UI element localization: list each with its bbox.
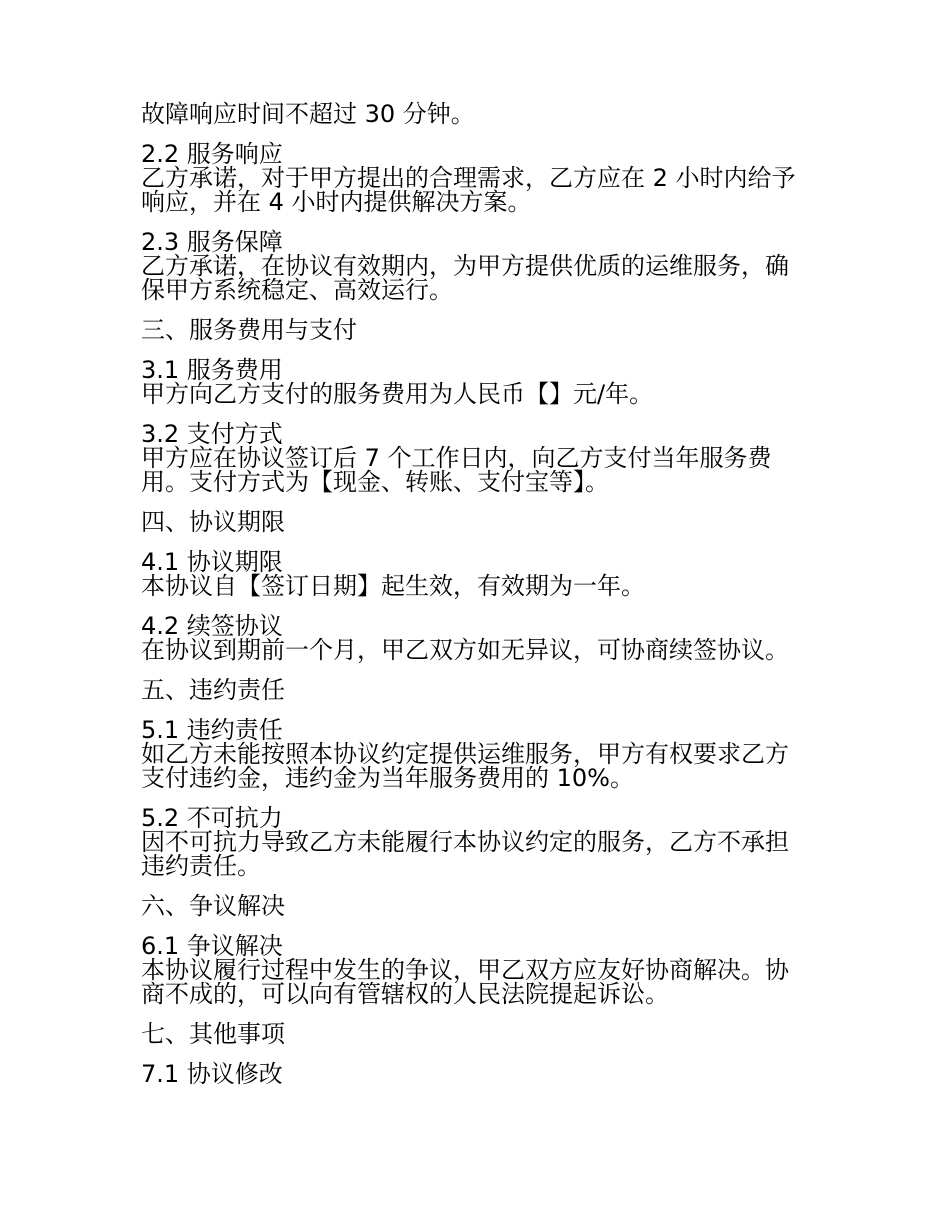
paragraph-line: 保甲方系统稳定、高效运行。 <box>141 276 453 304</box>
chapter-heading: 四、协议期限 <box>141 508 285 536</box>
paragraph-line: 如乙方未能按照本协议约定提供运维服务，甲方有权要求乙方 <box>141 740 789 768</box>
paragraph-line: 甲方向乙方支付的服务费用为人民币【】元/年。 <box>141 380 654 408</box>
chapter-heading: 七、其他事项 <box>141 1020 285 1048</box>
document-body <box>141 102 821 1086</box>
section-title: 2.3 服务保障 <box>141 228 283 256</box>
intro-paragraph: 故障响应时间不超过 30 分钟。 <box>141 100 475 128</box>
paragraph-line: 因不可抗力导致乙方未能履行本协议约定的服务，乙方不承担 <box>141 828 789 856</box>
section-title: 5.1 违约责任 <box>141 716 283 744</box>
paragraph-line: 在协议到期前一个月，甲乙双方如无异议，可协商续签协议。 <box>141 636 789 664</box>
paragraph-line: 支付违约金，违约金为当年服务费用的 10%。 <box>141 764 634 792</box>
section-title: 7.1 协议修改 <box>141 1060 283 1088</box>
chapter-heading: 三、服务费用与支付 <box>141 316 357 344</box>
section-title: 2.2 服务响应 <box>141 140 283 168</box>
chapter-heading: 五、违约责任 <box>141 676 285 704</box>
section-7-1 <box>141 1062 821 1086</box>
section-title: 3.2 支付方式 <box>141 420 283 448</box>
paragraph-line: 本协议履行过程中发生的争议，甲乙双方应友好协商解决。协 <box>141 956 789 984</box>
paragraph-line: 违约责任。 <box>141 852 261 880</box>
section-2-3 <box>141 230 821 302</box>
section-4-2 <box>141 614 821 662</box>
paragraph-line: 乙方承诺，对于甲方提出的合理需求，乙方应在 2 小时内给予 <box>141 164 796 192</box>
paragraph-line: 用。支付方式为【现金、转账、支付宝等】。 <box>141 468 609 496</box>
section-6-1 <box>141 934 821 1006</box>
paragraph-line: 本协议自【签订日期】起生效，有效期为一年。 <box>141 572 645 600</box>
section-2-2 <box>141 142 821 214</box>
paragraph-line: 乙方承诺，在协议有效期内，为甲方提供优质的运维服务，确 <box>141 252 789 280</box>
section-4-1 <box>141 550 821 598</box>
section-title: 4.1 协议期限 <box>141 548 283 576</box>
section-3-1 <box>141 358 821 406</box>
section-3-2 <box>141 422 821 494</box>
paragraph-line: 响应，并在 4 小时内提供解决方案。 <box>141 188 532 216</box>
section-title: 5.2 不可抗力 <box>141 804 283 832</box>
section-title: 6.1 争议解决 <box>141 932 283 960</box>
section-5-2 <box>141 806 821 878</box>
paragraph-line: 商不成的，可以向有管辖权的人民法院提起诉讼。 <box>141 980 669 1008</box>
section-title: 4.2 续签协议 <box>141 612 283 640</box>
section-title: 3.1 服务费用 <box>141 356 283 384</box>
chapter-heading: 六、争议解决 <box>141 892 285 920</box>
paragraph-line: 甲方应在协议签订后 7 个工作日内，向乙方支付当年服务费 <box>141 444 772 472</box>
section-5-1 <box>141 718 821 790</box>
